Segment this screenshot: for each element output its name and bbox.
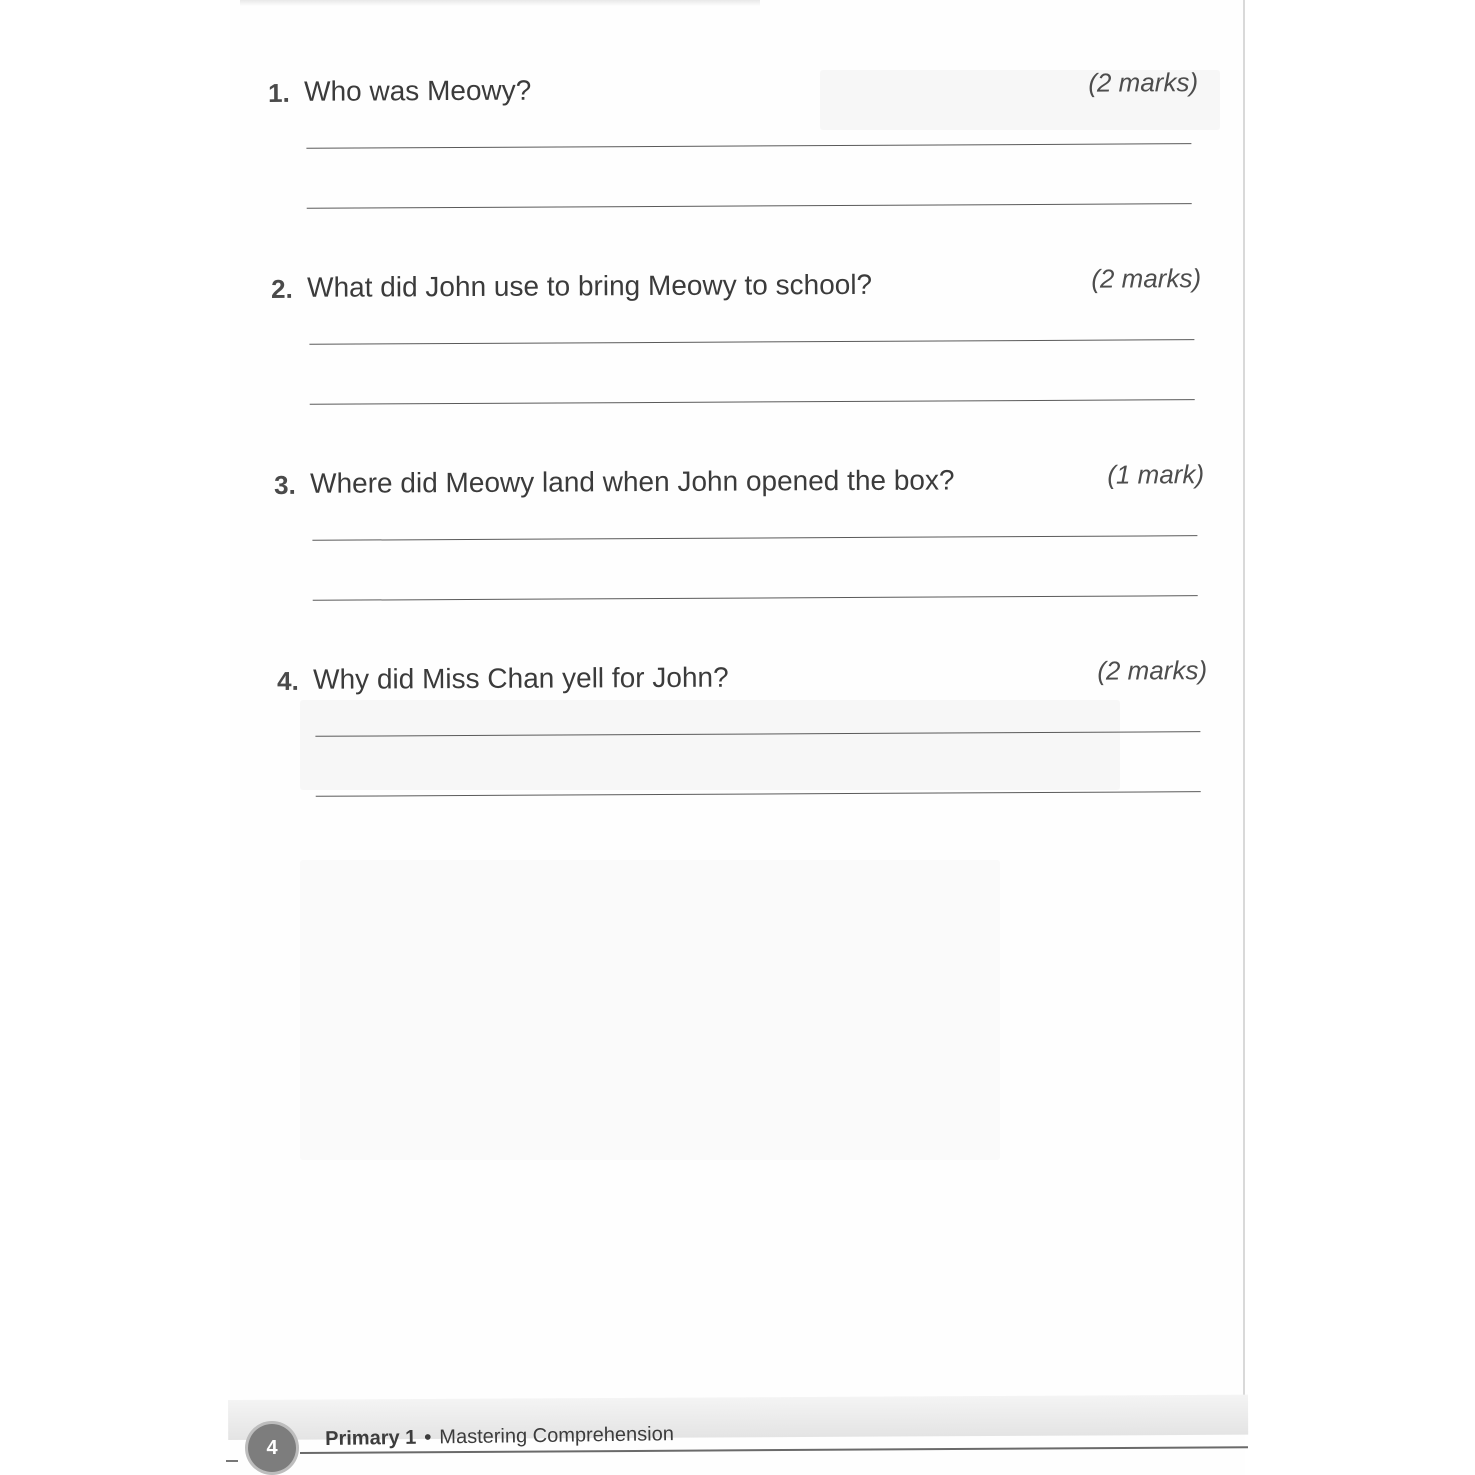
footer-level: Primary 1: [325, 1426, 417, 1450]
question-number: 3.: [274, 469, 296, 500]
question-text: Who was Meowy?: [304, 74, 532, 107]
question-marks: (1 mark): [1107, 459, 1205, 490]
footer-separator: •: [424, 1426, 432, 1449]
answer-line[interactable]: [306, 143, 1191, 149]
scan-mark: [226, 1460, 238, 1462]
scan-smudge: [240, 0, 760, 6]
question-2: [271, 261, 1202, 436]
page-number: 4: [266, 1436, 278, 1459]
question-text: What did John use to bring Meowy to school?: [307, 268, 873, 303]
footer-book-title: Mastering Comprehension: [439, 1423, 675, 1449]
answer-line[interactable]: [312, 535, 1197, 541]
question-4: [277, 653, 1208, 828]
footer-caption: [325, 1423, 674, 1451]
answer-line[interactable]: [307, 203, 1192, 209]
answer-line[interactable]: [316, 791, 1201, 797]
answer-line[interactable]: [310, 399, 1195, 405]
question-1: [268, 65, 1199, 240]
question-number: 2.: [271, 273, 293, 304]
question-marks: (2 marks): [1097, 655, 1208, 686]
page-number-badge: [248, 1424, 296, 1472]
question-number: 4.: [277, 665, 299, 696]
question-marks: (2 marks): [1091, 263, 1202, 294]
answer-line[interactable]: [315, 731, 1200, 737]
answer-line[interactable]: [309, 339, 1194, 345]
show-through: [300, 860, 1000, 1160]
page-edge: [1243, 0, 1245, 1410]
answer-line[interactable]: [313, 595, 1198, 601]
question-number: 1.: [268, 77, 290, 108]
question-3: [274, 457, 1205, 632]
question-text: Where did Meowy land when John opened the box?: [310, 464, 955, 499]
question-text: Why did Miss Chan yell for John?: [313, 661, 729, 695]
question-marks: (2 marks): [1088, 67, 1199, 98]
